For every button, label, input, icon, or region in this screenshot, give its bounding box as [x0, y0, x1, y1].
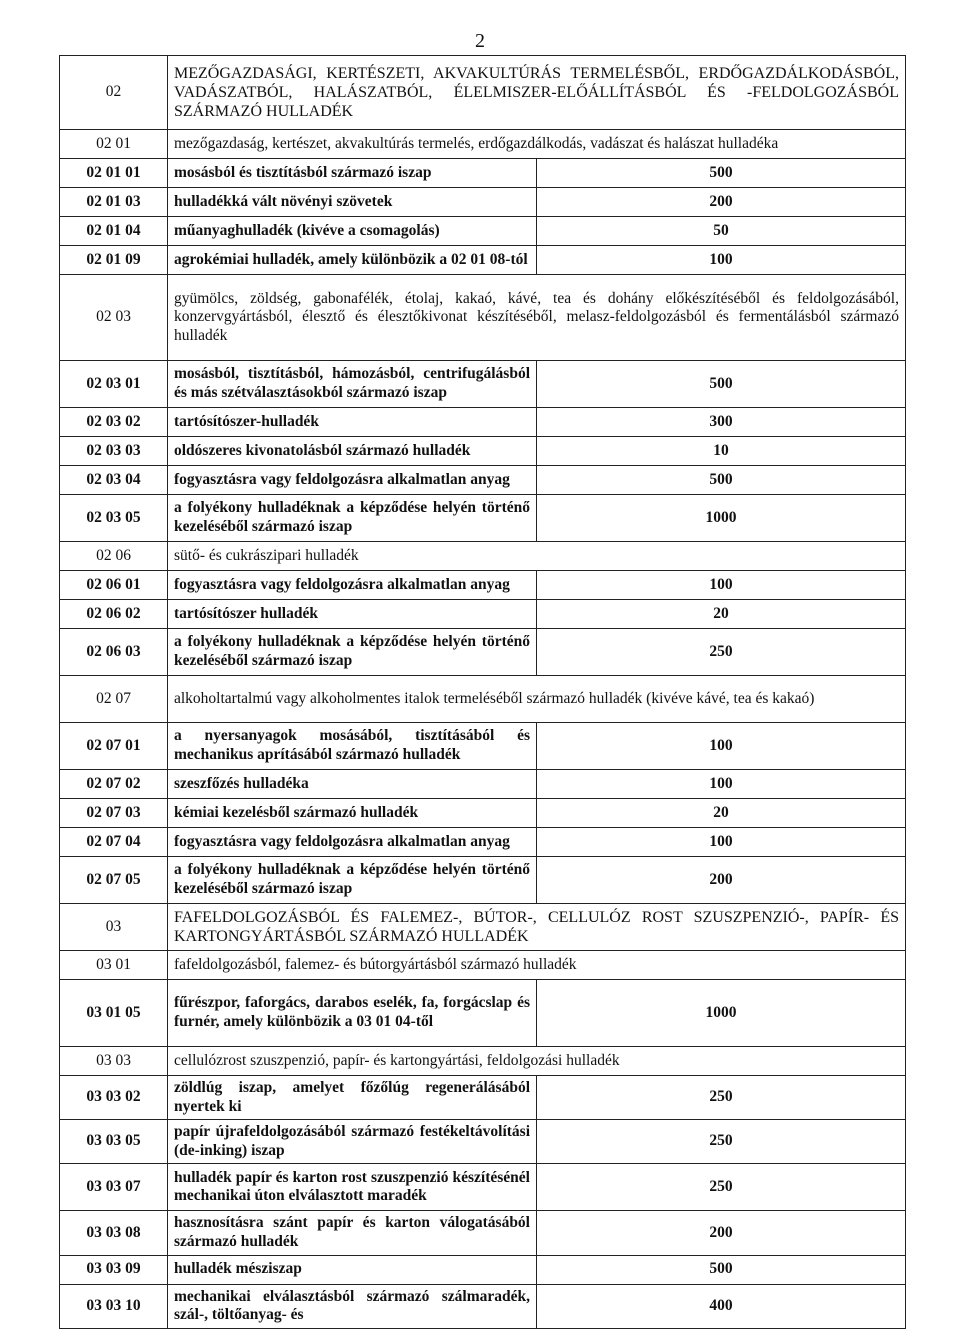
table-row — [60, 246, 906, 275]
table-row — [60, 1211, 906, 1255]
waste-code-cell: 03 03 09 — [60, 1255, 168, 1284]
quantity-cell: 1000 — [537, 980, 906, 1047]
quantity-cell: 50 — [537, 217, 906, 246]
table-row — [60, 571, 906, 600]
quantity-cell: 500 — [537, 159, 906, 188]
quantity-cell: 10 — [537, 437, 906, 466]
waste-code-cell: 02 03 04 — [60, 466, 168, 495]
group-row — [60, 275, 906, 361]
table-row — [60, 799, 906, 828]
quantity-cell: 200 — [537, 857, 906, 904]
quantity-cell: 1000 — [537, 495, 906, 542]
description-cell: zöldlúg iszap, amelyet főzőlúg regenerálásából nyertek ki — [168, 1076, 537, 1120]
waste-code-cell: 02 06 02 — [60, 600, 168, 629]
quantity-cell: 300 — [537, 408, 906, 437]
quantity-cell: 200 — [537, 188, 906, 217]
waste-code-cell: 02 06 — [60, 542, 168, 571]
waste-code-cell: 02 07 04 — [60, 828, 168, 857]
description-cell: mezőgazdaság, kertészet, akvakultúrás termelés, erdőgazdálkodás, vadászat és halászat hulladéka — [168, 130, 906, 159]
waste-code-cell: 03 — [60, 904, 168, 951]
waste-code-cell: 02 07 05 — [60, 857, 168, 904]
quantity-cell: 20 — [537, 600, 906, 629]
quantity-cell: 500 — [537, 1255, 906, 1284]
table-row — [60, 188, 906, 217]
description-cell: hulladék mésziszap — [168, 1255, 537, 1284]
waste-code-cell: 03 01 — [60, 951, 168, 980]
description-cell: FAFELDOLGOZÁSBÓL ÉS FALEMEZ-, BÚTOR-, CELLULÓZ ROST SZUSZPENZIÓ-, PAPÍR- ÉS KARTONGYÁRTÁSBÓL SZÁRMAZÓ HULLADÉK — [168, 904, 906, 951]
quantity-cell: 400 — [537, 1284, 906, 1328]
description-cell: sütő- és cukrászipari hulladék — [168, 542, 906, 571]
waste-code-cell: 03 03 — [60, 1047, 168, 1076]
waste-code-cell: 03 03 02 — [60, 1076, 168, 1120]
quantity-cell: 500 — [537, 466, 906, 495]
description-cell: a nyersanyagok mosásából, tisztításából és mechanikus aprításából származó hulladék — [168, 723, 537, 770]
quantity-cell: 250 — [537, 1120, 906, 1164]
waste-code-cell: 02 07 02 — [60, 770, 168, 799]
description-cell: mosásból, tisztításból, hámozásból, centrifugálásból és más szétválasztásokból származó iszap — [168, 361, 537, 408]
waste-code-cell: 03 03 07 — [60, 1164, 168, 1211]
group-row — [60, 1047, 906, 1076]
table-row — [60, 828, 906, 857]
description-cell: hulladékká vált növényi szövetek — [168, 188, 537, 217]
group-row — [60, 542, 906, 571]
quantity-cell: 100 — [537, 571, 906, 600]
waste-code-cell: 03 03 10 — [60, 1284, 168, 1328]
waste-code-cell: 02 03 05 — [60, 495, 168, 542]
table-row — [60, 495, 906, 542]
table-row — [60, 629, 906, 676]
description-cell: a folyékony hulladéknak a képződése helyén történő kezeléséből származó iszap — [168, 857, 537, 904]
waste-code-cell: 02 03 03 — [60, 437, 168, 466]
waste-code-cell: 03 01 05 — [60, 980, 168, 1047]
quantity-cell: 20 — [537, 799, 906, 828]
table-row — [60, 723, 906, 770]
description-cell: kémiai kezelésből származó hulladék — [168, 799, 537, 828]
description-cell: mosásból és tisztításból származó iszap — [168, 159, 537, 188]
waste-code-cell: 02 01 09 — [60, 246, 168, 275]
description-cell: fűrészpor, faforgács, darabos eselék, fa, forgácslap és furnér, amely különbözik a 03 01 04-től — [168, 980, 537, 1047]
description-cell: a folyékony hulladéknak a képződése helyén történő kezeléséből származó iszap — [168, 495, 537, 542]
waste-code-cell: 02 01 — [60, 130, 168, 159]
table-row — [60, 408, 906, 437]
table-row — [60, 980, 906, 1047]
description-cell: mechanikai elválasztásból származó szálmaradék, szál-, töltőanyag- és — [168, 1284, 537, 1328]
table-row — [60, 466, 906, 495]
chapter-row — [60, 56, 906, 130]
quantity-cell: 100 — [537, 246, 906, 275]
table-row — [60, 361, 906, 408]
description-cell: gyümölcs, zöldség, gabonafélék, étolaj, kakaó, kávé, tea és dohány előkészítéséből és feldolgozásából, konzervgyártásból, élesztő és élesztőkivonat készítéséből, melasz-feldolgozásból és fermentálásból származó hulladék — [168, 275, 906, 361]
group-row — [60, 951, 906, 980]
waste-code-cell: 02 03 02 — [60, 408, 168, 437]
quantity-cell: 250 — [537, 629, 906, 676]
table-row — [60, 1164, 906, 1211]
waste-code-cell: 02 06 01 — [60, 571, 168, 600]
waste-code-cell: 02 — [60, 56, 168, 130]
waste-code-cell: 02 03 — [60, 275, 168, 361]
description-cell: tartósítószer hulladék — [168, 600, 537, 629]
table-row — [60, 159, 906, 188]
description-cell: tartósítószer-hulladék — [168, 408, 537, 437]
quantity-cell: 100 — [537, 770, 906, 799]
table-row — [60, 1076, 906, 1120]
quantity-cell: 250 — [537, 1076, 906, 1120]
description-cell: fogyasztásra vagy feldolgozásra alkalmatlan anyag — [168, 571, 537, 600]
quantity-cell: 250 — [537, 1164, 906, 1211]
table-body — [60, 56, 906, 1329]
description-cell: agrokémiai hulladék, amely különbözik a 02 01 08-tól — [168, 246, 537, 275]
description-cell: cellulózrost szuszpenzió, papír- és kartongyártási, feldolgozási hulladék — [168, 1047, 906, 1076]
quantity-cell: 100 — [537, 828, 906, 857]
description-cell: papír újrafeldolgozásából származó festékeltávolítási (de-inking) iszap — [168, 1120, 537, 1164]
chapter-row — [60, 904, 906, 951]
description-cell: fafeldolgozásból, falemez- és bútorgyártásból származó hulladék — [168, 951, 906, 980]
table-row — [60, 217, 906, 246]
waste-code-cell: 02 03 01 — [60, 361, 168, 408]
description-cell: szeszfőzés hulladéka — [168, 770, 537, 799]
waste-code-cell: 02 07 — [60, 676, 168, 723]
table-row — [60, 1284, 906, 1328]
group-row — [60, 676, 906, 723]
waste-code-cell: 03 03 05 — [60, 1120, 168, 1164]
description-cell: alkoholtartalmú vagy alkoholmentes italok termeléséből származó hulladék (kivéve kávé, tea és kakaó) — [168, 676, 906, 723]
description-cell: hasznosításra szánt papír és karton válogatásából származó hulladék — [168, 1211, 537, 1255]
table-row — [60, 437, 906, 466]
waste-code-cell: 02 01 01 — [60, 159, 168, 188]
waste-code-cell: 02 07 03 — [60, 799, 168, 828]
description-cell: a folyékony hulladéknak a képződése helyén történő kezeléséből származó iszap — [168, 629, 537, 676]
waste-code-table — [59, 55, 906, 1329]
description-cell: oldószeres kivonatolásból származó hulladék — [168, 437, 537, 466]
quantity-cell: 500 — [537, 361, 906, 408]
waste-code-cell: 02 07 01 — [60, 723, 168, 770]
quantity-cell: 200 — [537, 1211, 906, 1255]
waste-code-cell: 02 01 03 — [60, 188, 168, 217]
table-row — [60, 600, 906, 629]
group-row — [60, 130, 906, 159]
table-row — [60, 857, 906, 904]
quantity-cell: 100 — [537, 723, 906, 770]
description-cell: fogyasztásra vagy feldolgozásra alkalmatlan anyag — [168, 828, 537, 857]
waste-code-cell: 02 06 03 — [60, 629, 168, 676]
page-number: 2 — [475, 30, 485, 52]
waste-code-cell: 03 03 08 — [60, 1211, 168, 1255]
description-cell: MEZŐGAZDASÁGI, KERTÉSZETI, AKVAKULTÚRÁS TERMELÉSBŐL, ERDŐGAZDÁLKODÁSBÓL, VADÁSZATBÓL, HALÁSZATBÓL, ÉLELMISZER-ELŐÁLLÍTÁSBÓL ÉS -FELDOLGOZÁSBÓL SZÁRMAZÓ HULLADÉK — [168, 56, 906, 130]
table-row — [60, 1255, 906, 1284]
description-cell: műanyaghulladék (kivéve a csomagolás) — [168, 217, 537, 246]
waste-code-cell: 02 01 04 — [60, 217, 168, 246]
table-row — [60, 1120, 906, 1164]
table-row — [60, 770, 906, 799]
description-cell: hulladék papír és karton rost szuszpenzió készítésénél mechanikai úton elválasztott maradék — [168, 1164, 537, 1211]
description-cell: fogyasztásra vagy feldolgozásra alkalmatlan anyag — [168, 466, 537, 495]
